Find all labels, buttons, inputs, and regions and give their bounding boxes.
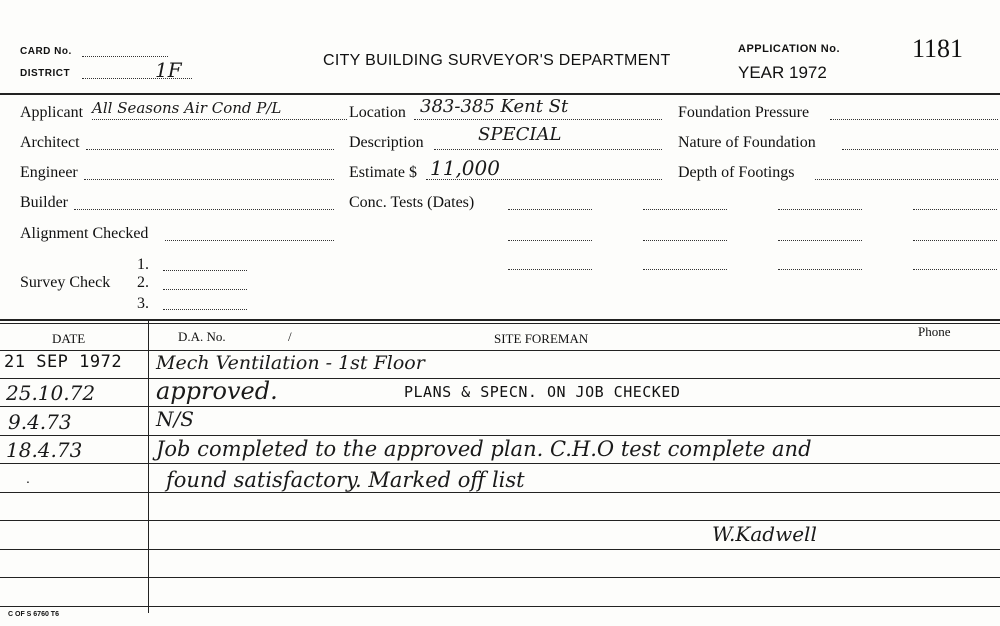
engineer-line: [84, 179, 334, 180]
survey-number-1: 1.: [137, 256, 149, 273]
conc-test-line: [778, 209, 862, 210]
row-line: [0, 577, 1000, 578]
applicant-label: Applicant: [20, 104, 84, 121]
applicant-line: [92, 119, 347, 120]
survey-line-1: [163, 270, 247, 271]
survey-line-3: [163, 309, 247, 310]
architect-label: Architect: [20, 134, 80, 151]
district-label: DISTRICT: [20, 68, 71, 79]
survey-number-3: 3.: [137, 295, 149, 312]
card-no-line: [82, 56, 168, 57]
row-note: Job completed to the approved plan. C.H.O test complete and: [156, 437, 812, 461]
row-note: approved.: [156, 377, 278, 405]
row-line: [0, 492, 1000, 493]
year-label: YEAR 1972: [738, 63, 827, 82]
form-code: C OF S 6760 T6: [8, 611, 59, 618]
description-line: [434, 149, 662, 150]
department-title: CITY BUILDING SURVEYOR'S DEPARTMENT: [323, 52, 671, 69]
row-line: [0, 549, 1000, 550]
row-note: Mech Ventilation - 1st Floor: [156, 352, 425, 374]
table-top-border: [0, 319, 1000, 321]
row-line: [0, 435, 1000, 436]
card-no-label: CARD No.: [20, 46, 72, 57]
row-stamp: PLANS & SPECN. ON JOB CHECKED: [404, 383, 681, 401]
header-divider: [0, 93, 1000, 95]
estimate-label: Estimate $: [349, 164, 417, 181]
signature: W.Kadwell: [712, 522, 817, 546]
conc-test-line: [508, 269, 592, 270]
foundation-pressure-label: Foundation Pressure: [678, 104, 810, 121]
application-no-label: APPLICATION No.: [738, 43, 841, 55]
row-line: [0, 463, 1000, 464]
column-header-phone: Phone: [918, 324, 951, 339]
engineer-label: Engineer: [20, 164, 78, 181]
date-column-divider: [148, 321, 149, 613]
location-label: Location: [349, 104, 406, 121]
conc-test-line: [913, 209, 997, 210]
row-note: N/S: [156, 407, 194, 431]
row-line: [0, 378, 1000, 379]
depth-footings-line: [815, 179, 998, 180]
conc-test-line: [508, 240, 592, 241]
location-line: [414, 119, 662, 120]
district-value: 1F: [155, 58, 182, 82]
location-value: 383-385 Kent St: [420, 96, 569, 117]
row-date: 9.4.73: [8, 410, 72, 434]
row-line: [0, 350, 1000, 351]
application-no-value: 1181: [912, 34, 964, 63]
nature-foundation-label: Nature of Foundation: [678, 134, 816, 151]
builder-line: [74, 209, 334, 210]
column-header-date: DATE: [52, 331, 86, 346]
applicant-value: All Seasons Air Cond P/L: [92, 99, 282, 117]
survey-line-2: [163, 289, 247, 290]
row-line: [0, 520, 1000, 521]
conc-test-line: [643, 269, 727, 270]
column-header-site-foreman: SITE FOREMAN: [494, 331, 589, 346]
estimate-value: 11,000: [430, 156, 500, 180]
row-line: [0, 406, 1000, 407]
row-line: [0, 606, 1000, 607]
row-note: found satisfactory. Marked off list: [166, 468, 525, 492]
conc-test-line: [913, 269, 997, 270]
row-date: .: [26, 470, 30, 486]
architect-line: [86, 149, 334, 150]
conc-test-line: [778, 240, 862, 241]
foundation-pressure-line: [830, 119, 998, 120]
row-date: 25.10.72: [6, 381, 96, 405]
builder-label: Builder: [20, 194, 68, 211]
conc-tests-label: Conc. Tests (Dates): [349, 194, 475, 211]
row-date: 21 SEP 1972: [4, 352, 123, 372]
conc-test-line: [508, 209, 592, 210]
survey-check-label: Survey Check: [20, 274, 111, 291]
survey-number-2: 2.: [137, 274, 149, 291]
conc-test-line: [643, 209, 727, 210]
conc-test-line: [913, 240, 997, 241]
table-top-border-inner: [0, 323, 1000, 324]
column-header-da-no: D.A. No.: [178, 329, 226, 344]
alignment-line: [165, 240, 334, 241]
description-value: SPECIAL: [478, 124, 562, 145]
alignment-label: Alignment Checked: [20, 225, 149, 242]
row-date: 18.4.73: [6, 438, 83, 462]
depth-footings-label: Depth of Footings: [678, 164, 795, 181]
column-header-slash: /: [288, 329, 292, 344]
conc-test-line: [643, 240, 727, 241]
description-label: Description: [349, 134, 424, 151]
conc-test-line: [778, 269, 862, 270]
nature-foundation-line: [842, 149, 998, 150]
